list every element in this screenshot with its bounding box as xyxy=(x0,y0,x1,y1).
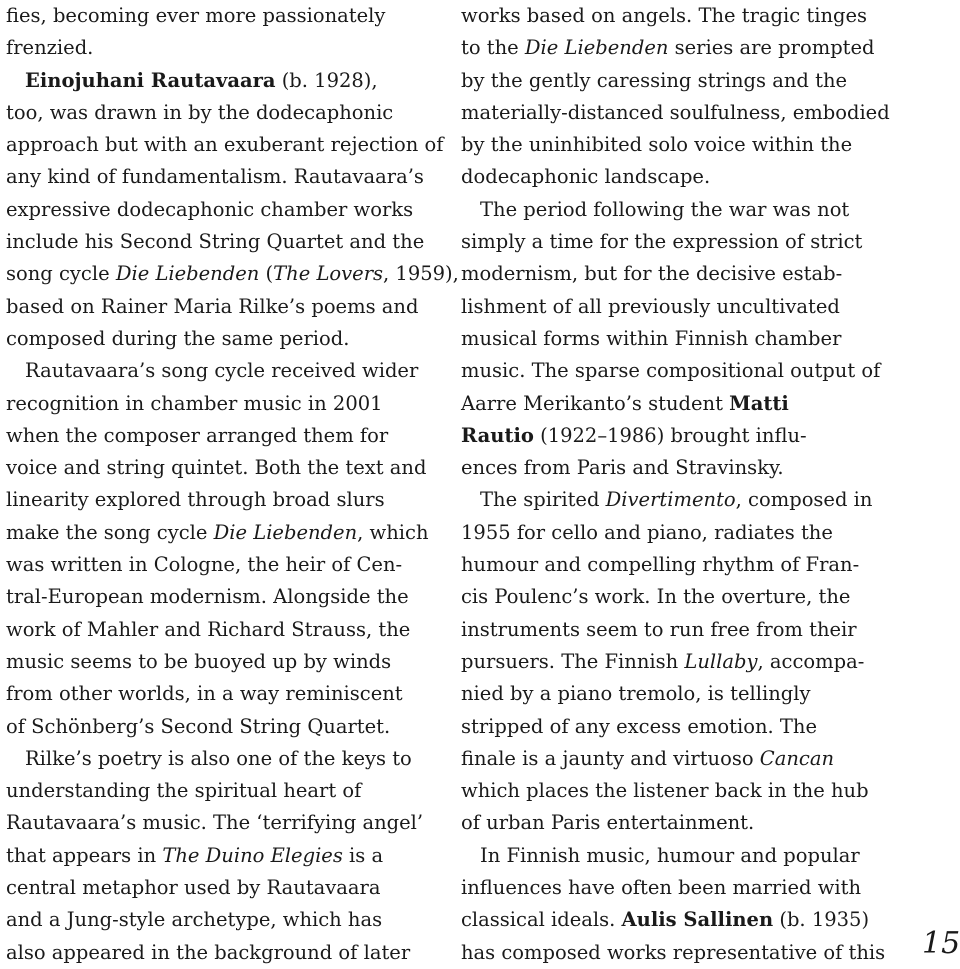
bold-name-text: Aulis Sallinen xyxy=(621,908,774,932)
right-text-column xyxy=(461,0,891,969)
text-line xyxy=(461,291,891,323)
text-run: dodecaphonic landscape. xyxy=(461,165,711,189)
italic-title-text: Divertimento xyxy=(605,488,736,512)
text-run: works based on angels. The tragic tinges xyxy=(461,4,868,27)
text-line xyxy=(461,388,891,420)
text-run: by the gently caressing strings and the xyxy=(461,68,848,92)
text-line xyxy=(461,420,891,452)
text-run: is a xyxy=(342,843,384,867)
text-line xyxy=(6,937,421,969)
text-run: humour and compelling rhythm of Fran- xyxy=(461,553,860,577)
text-run: to the xyxy=(461,36,525,60)
text-run: cis Poulenc’s work. In the overture, the xyxy=(461,585,851,609)
text-line xyxy=(6,291,421,323)
italic-title-text: Die Liebenden xyxy=(213,520,358,544)
text-run: when the composer arranged them for xyxy=(6,423,389,447)
text-line xyxy=(461,904,891,936)
text-line xyxy=(6,129,444,161)
text-line xyxy=(461,872,891,904)
text-line xyxy=(461,678,891,710)
text-run: modernism, but for the decisive estab- xyxy=(461,262,843,286)
text-line xyxy=(6,226,425,258)
text-line xyxy=(461,775,891,807)
text-line xyxy=(461,32,891,64)
text-line xyxy=(6,388,421,420)
text-run: stripped of any excess emotion. The xyxy=(461,714,817,738)
italic-title-text: Die Liebenden xyxy=(524,36,669,60)
text-run: The spirited xyxy=(480,488,606,512)
text-line xyxy=(6,807,424,839)
italic-title-text: The Lovers xyxy=(273,262,384,286)
text-line xyxy=(461,452,891,484)
text-run: lishment of all previously uncultivated xyxy=(461,294,840,318)
text-run: Rilke’s poetry is also one of the keys to xyxy=(25,746,412,770)
text-run: based on Rainer Maria Rilke’s poems and xyxy=(6,294,419,318)
text-line xyxy=(461,65,891,97)
text-line xyxy=(6,65,421,97)
text-run: finale is a jaunty and virtuoso xyxy=(461,746,760,770)
text-run: materially-distanced soulfulness, embodied xyxy=(461,100,890,124)
text-run: In Finnish music, humour and popular xyxy=(480,843,860,867)
text-run: series are prompted xyxy=(668,36,875,60)
text-run: Rautavaara’s song cycle received wider xyxy=(25,359,419,383)
text-line xyxy=(6,678,421,710)
text-line xyxy=(6,517,429,549)
text-line xyxy=(6,646,421,678)
text-run: ( xyxy=(259,262,274,286)
text-line xyxy=(6,32,421,64)
text-run: ences from Paris and Stravinsky. xyxy=(461,456,784,480)
text-run: that appears in xyxy=(6,843,163,867)
text-run: composed during the same period. xyxy=(6,326,350,350)
text-run: classical ideals. xyxy=(461,908,622,932)
text-line xyxy=(461,614,891,646)
text-line xyxy=(6,549,421,581)
text-line xyxy=(461,484,891,516)
text-run: make the song cycle xyxy=(6,520,214,544)
text-line xyxy=(461,161,891,193)
text-run: recognition in chamber music in 2001 xyxy=(6,391,383,415)
italic-title-text: The Duino Elegies xyxy=(162,843,343,867)
text-line xyxy=(461,226,891,258)
text-line xyxy=(461,258,891,290)
text-run: work of Mahler and Richard Strauss, the xyxy=(6,617,411,641)
text-run: which places the listener back in the hub xyxy=(461,779,869,803)
text-line xyxy=(6,711,421,743)
text-line xyxy=(6,743,421,775)
italic-title-text: Cancan xyxy=(759,746,835,770)
text-line xyxy=(461,937,891,969)
text-line xyxy=(461,517,891,549)
text-run: linearity explored through broad slurs xyxy=(6,488,385,512)
left-text-column xyxy=(6,0,459,969)
text-line xyxy=(6,872,421,904)
text-run: include his Second String Quartet and the xyxy=(6,230,425,254)
text-run: (1922–1986) brought influ- xyxy=(533,423,807,447)
text-run: The period following the war was not xyxy=(480,197,850,221)
text-run: music seems to be buoyed up by winds xyxy=(6,649,392,673)
text-line xyxy=(6,614,421,646)
text-line xyxy=(461,97,891,129)
text-run: Aarre Merikanto’s student xyxy=(461,391,730,415)
text-run: (b. 1935) xyxy=(773,908,870,932)
text-line xyxy=(6,97,421,129)
bold-name-text: Matti xyxy=(729,391,789,415)
text-run: of Schönberg’s Second String Quartet. xyxy=(6,714,391,738)
text-line xyxy=(461,323,891,355)
text-run: was written in Cologne, the heir of Cen- xyxy=(6,553,403,577)
text-run: expressive dodecaphonic chamber works xyxy=(6,197,414,221)
text-line xyxy=(461,0,891,32)
text-run: influences have often been married with xyxy=(461,876,862,900)
italic-title-text: Die Liebenden xyxy=(115,262,260,286)
text-line xyxy=(461,194,891,226)
text-line xyxy=(6,323,421,355)
text-line xyxy=(461,646,891,678)
text-line xyxy=(6,420,421,452)
text-line xyxy=(6,581,421,613)
text-line xyxy=(6,452,427,484)
text-run: understanding the spiritual heart of xyxy=(6,779,362,803)
text-line xyxy=(6,904,421,936)
text-run: , composed in xyxy=(735,488,873,512)
text-line xyxy=(6,258,459,290)
text-line xyxy=(6,355,421,387)
text-run: , accompa- xyxy=(757,649,865,673)
text-line xyxy=(461,711,891,743)
text-run: music. The sparse compositional output of xyxy=(461,359,881,383)
text-run: nied by a piano tremolo, is tellingly xyxy=(461,682,811,706)
text-run: (b. 1928), xyxy=(275,68,378,92)
text-run: instruments seem to run free from their xyxy=(461,617,857,641)
italic-title-text: Lullaby xyxy=(684,649,758,673)
text-line xyxy=(461,807,891,839)
text-run: approach but with an exuberant rejection of xyxy=(6,133,444,157)
text-run: central metaphor used by Rautavaara xyxy=(6,876,381,900)
text-run: and a Jung-style archetype, which has xyxy=(6,908,383,932)
text-line xyxy=(461,129,891,161)
text-line xyxy=(461,840,891,872)
bold-name-text: Einojuhani Rautavaara xyxy=(25,68,276,92)
text-run: from other worlds, in a way reminiscent xyxy=(6,682,403,706)
text-run: by the uninhibited solo voice within the xyxy=(461,133,853,157)
text-run: 1955 for cello and piano, radiates the xyxy=(461,520,833,544)
text-line xyxy=(461,743,891,775)
text-line xyxy=(6,775,421,807)
text-line xyxy=(6,840,421,872)
text-run: song cycle xyxy=(6,262,116,286)
text-run: too, was drawn in by the dodecaphonic xyxy=(6,100,394,124)
text-run: simply a time for the expression of strict xyxy=(461,230,863,254)
text-run: of urban Paris entertainment. xyxy=(461,811,755,835)
page-number: 15 xyxy=(922,926,960,961)
text-run: voice and string quintet. Both the text and xyxy=(6,456,427,480)
text-line xyxy=(6,161,424,193)
text-line xyxy=(461,355,891,387)
text-run: has composed works representative of this xyxy=(461,940,886,964)
text-run: any kind of fundamentalism. Rautavaara’s xyxy=(6,165,424,189)
text-line xyxy=(6,0,421,32)
text-run: fies, becoming ever more passionately xyxy=(6,4,386,27)
text-run: , 1959), xyxy=(383,262,459,286)
text-run: , which xyxy=(357,520,429,544)
bold-name-text: Rautio xyxy=(461,423,534,447)
text-run: also appeared in the background of later xyxy=(6,940,411,964)
text-run: frenzied. xyxy=(6,36,94,60)
text-run: tral-European modernism. Alongside the xyxy=(6,585,409,609)
text-line xyxy=(461,581,891,613)
text-line xyxy=(461,549,891,581)
text-run: Rautavaara’s music. The ‘terrifying angel’ xyxy=(6,811,424,835)
text-line xyxy=(6,484,421,516)
text-run: pursuers. The Finnish xyxy=(461,649,685,673)
text-line xyxy=(6,194,421,226)
text-run: musical forms within Finnish chamber xyxy=(461,326,842,350)
